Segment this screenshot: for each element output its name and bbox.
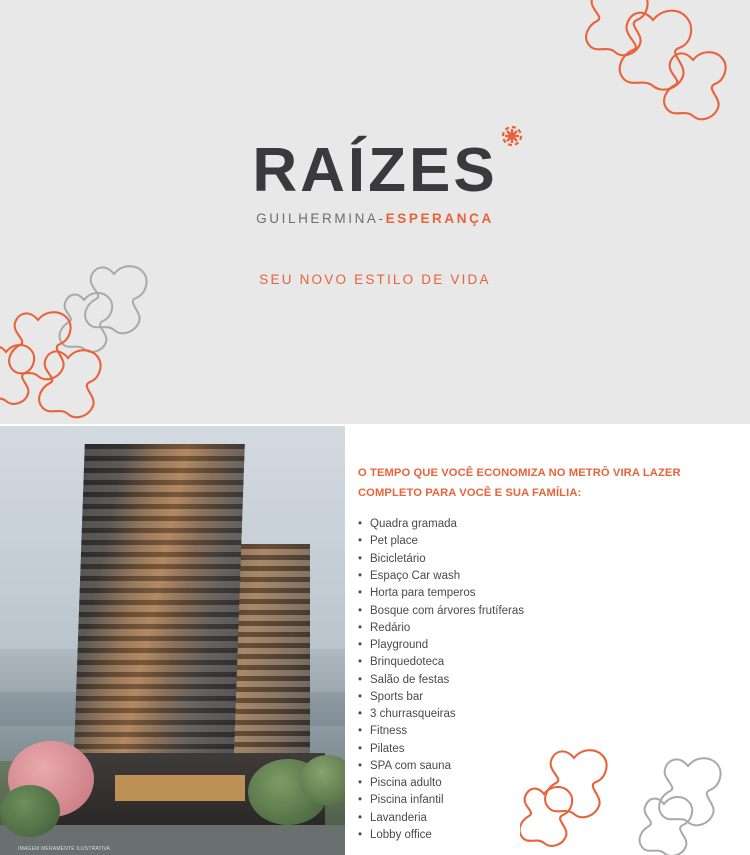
- list-item: • Brinquedoteca: [358, 655, 740, 672]
- list-item: • Piscina adulto: [358, 776, 740, 793]
- list-item: • Lobby office: [358, 828, 740, 845]
- brand-subtitle: [0, 211, 750, 226]
- list-item: • Fitness: [358, 724, 740, 741]
- list-item: • SPA com sauna: [358, 759, 740, 776]
- flower-icon: [500, 124, 524, 148]
- brand-name: RAÍZES: [252, 140, 497, 202]
- image-disclaimer: IMAGEM MERAMENTE ILUSTRATIVA: [18, 846, 111, 852]
- amenities-content: [358, 464, 740, 845]
- amenities-list: [358, 517, 740, 845]
- list-item: • Lavanderia: [358, 811, 740, 828]
- list-item: • Redário: [358, 621, 740, 638]
- brand-logo: [0, 136, 750, 226]
- brand-subtitle-part2: ESPERANÇA: [385, 211, 494, 226]
- render-tree: [0, 785, 60, 837]
- list-item: • Playground: [358, 638, 740, 655]
- brand-tagline: SEU NOVO ESTILO DE VIDA: [259, 272, 491, 287]
- hero-panel: [0, 0, 750, 424]
- list-item: • Piscina infantil: [358, 793, 740, 810]
- list-item: • Bicicletário: [358, 552, 740, 569]
- list-item: • 3 churrasqueiras: [358, 707, 740, 724]
- list-item: • Quadra gramada: [358, 517, 740, 534]
- amenities-panel: [0, 426, 750, 855]
- list-item: • Pet place: [358, 534, 740, 551]
- render-lobby-light: [115, 775, 245, 801]
- flower-chain-orange-bottomleft: [0, 300, 126, 424]
- flower-chain-orange-topright: [553, 0, 750, 146]
- brand-subtitle-part1: GUILHERMINA-: [256, 211, 386, 226]
- list-item: • Salão de festas: [358, 673, 740, 690]
- building-render-image: [0, 426, 345, 855]
- amenities-headline: O TEMPO QUE VOCÊ ECONOMIZA NO METRÔ VIRA LAZER COMPLETO PARA VOCÊ E SUA FAMÍLIA:: [358, 467, 681, 499]
- list-item: • Espaço Car wash: [358, 569, 740, 586]
- list-item: • Bosque com árvores frutíferas: [358, 604, 740, 621]
- list-item: • Pilates: [358, 742, 740, 759]
- list-item: • Sports bar: [358, 690, 740, 707]
- list-item: • Horta para temperos: [358, 586, 740, 603]
